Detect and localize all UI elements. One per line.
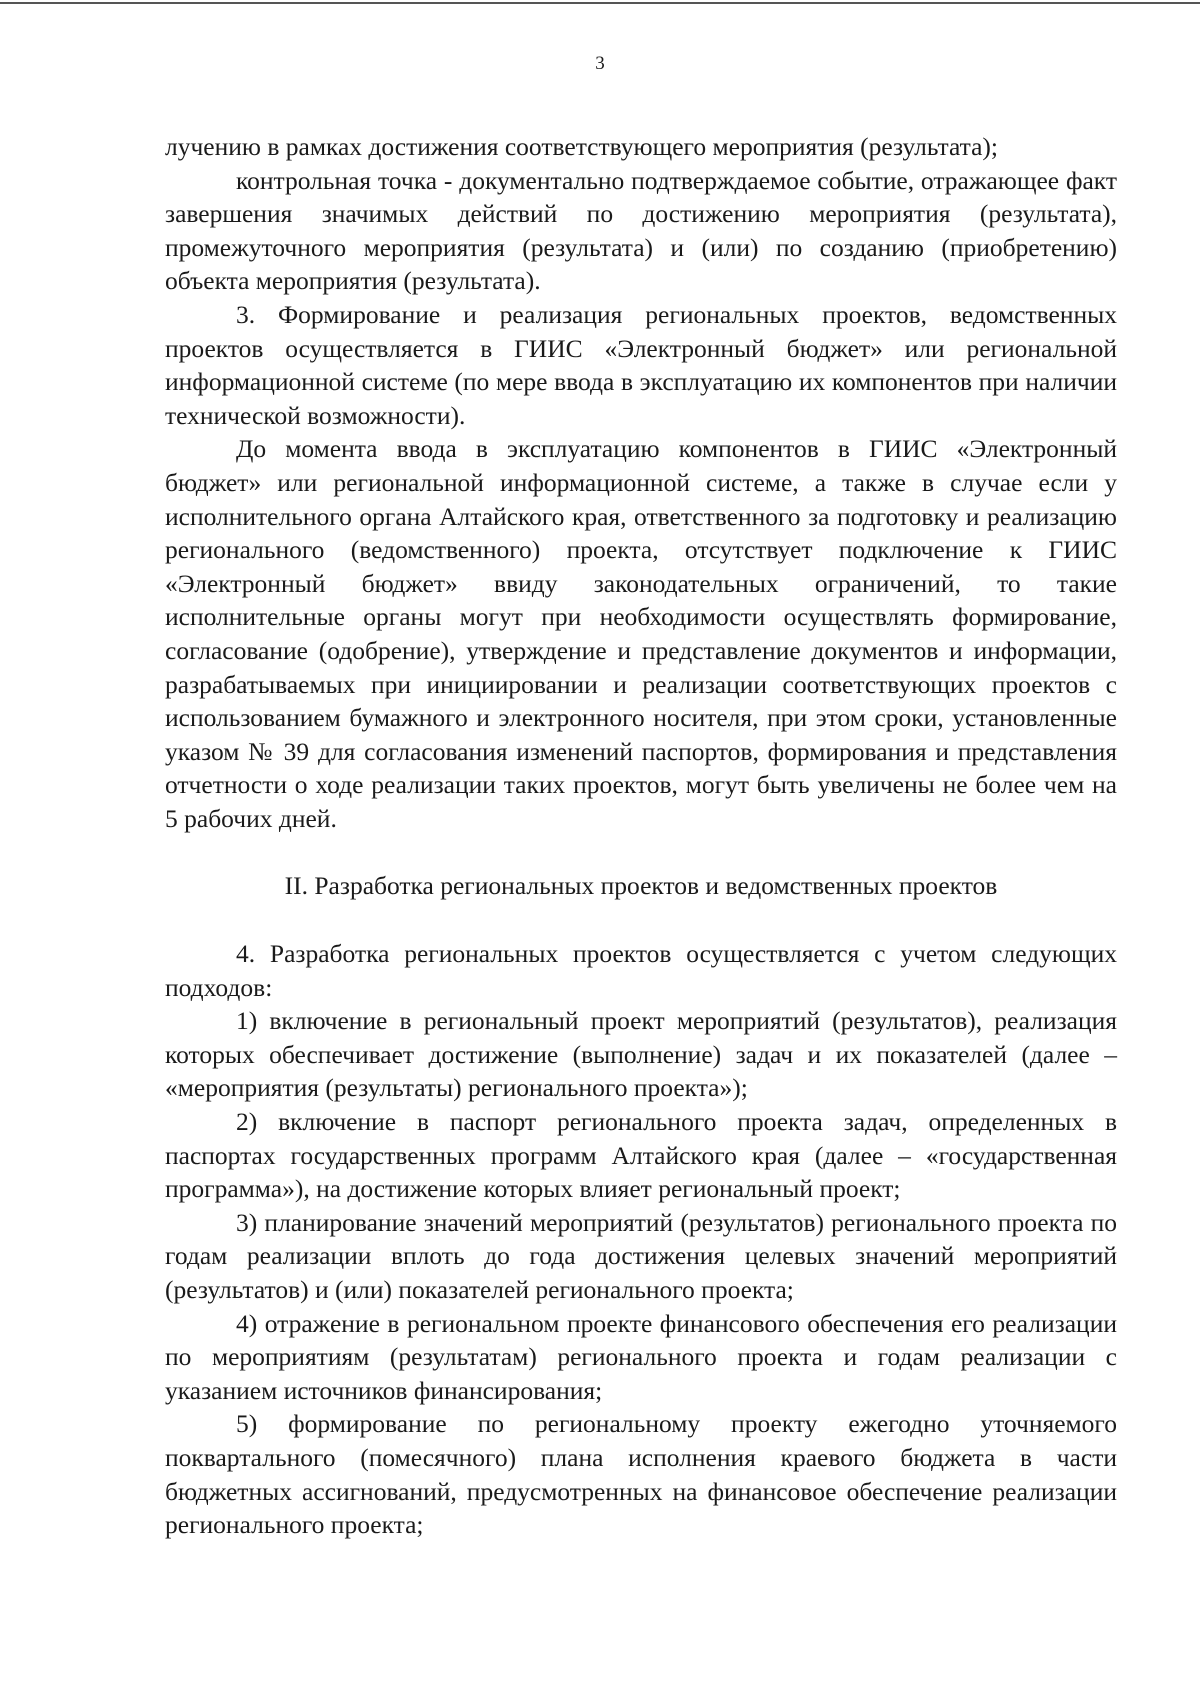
document-body: [165, 130, 1117, 1542]
section-heading: II. Разработка региональных проектов и ведомственных проектов: [284, 871, 998, 901]
paragraph: лучению в рамках достижения соответствующего мероприятия (результата);: [165, 132, 998, 161]
paragraph: 4. Разработка региональных проектов осуществляется с учетом следующих подходов:: [165, 939, 1117, 1002]
top-rule: [0, 2, 1200, 4]
paragraph: 1) включение в региональный проект мероприятий (результатов), реализация которых обеспечивает достижение (выполнение) задач и их показателей (далее – «мероприятия (результаты) регионального проекта»);: [165, 1006, 1117, 1103]
page-number: 3: [595, 53, 605, 74]
paragraph: 2) включение в паспорт регионального проекта задач, определенных в паспортах государственных программ Алтайского края (далее – «государственная программа»), на достижение которых влияет региональный проект;: [165, 1107, 1117, 1204]
paragraph: контрольная точка - документально подтверждаемое событие, отражающее факт завершения значимых действий по достижению мероприятия (результата), промежуточного мероприятия (результата) и (или) по созданию (приобретению) объекта мероприятия (результата).: [165, 165, 1117, 296]
paragraph: 5) формирование по региональному проекту ежегодно уточняемого поквартального (помесячного) плана исполнения краевого бюджета в части бюджетных ассигнований, предусмотренных на финансовое обеспечение реализации регионального проекта;: [165, 1409, 1117, 1540]
paragraph: До момента ввода в эксплуатацию компонентов в ГИИС «Электронный бюджет» или региональной информационной системе, а также в случае если у исполнительного органа Алтайского края, ответственного за подготовку и реализацию регионального (ведомственного) проекта, отсутствует подключение к ГИИС «Электронный бюджет» ввиду законодательных ограничений, то такие исполнительные органы могут при необходимости осуществлять формирование, согласование (одобрение), утверждение и представление документов и информации, разрабатываемых при инициировании и реализации соответствующих проектов с использованием бумажного и электронного носителя, при этом сроки, установленные указом № 39 для согласования изменений паспортов, формирования и представления отчетности о ходе реализации таких проектов, могут быть увеличены не более чем на 5 рабочих дней.: [165, 434, 1117, 833]
paragraph: 3. Формирование и реализация региональных проектов, ведомственных проектов осуществляется в ГИИС «Электронный бюджет» или региональной информационной системе (по мере ввода в эксплуатацию их компонентов при наличии технической возможности).: [165, 299, 1117, 430]
paragraph: 4) отражение в региональном проекте финансового обеспечения его реализации по мероприятиям (результатам) регионального проекта и годам реализации с указанием источников финансирования;: [165, 1308, 1117, 1405]
paragraph: 3) планирование значений мероприятий (результатов) регионального проекта по годам реализации вплоть до года достижения целевых значений мероприятий (результатов) и (или) показателей регионального проекта;: [165, 1207, 1117, 1304]
